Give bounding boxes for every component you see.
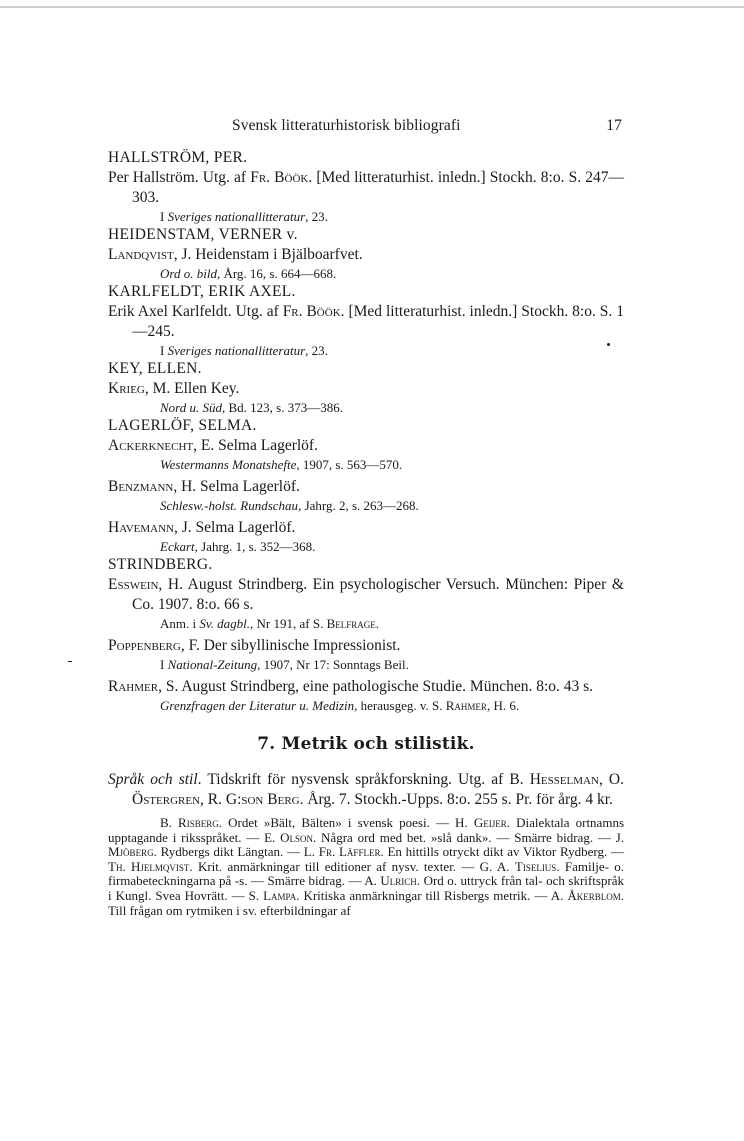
journal-title: Språk och stil xyxy=(108,771,198,788)
author-name: Poppenberg xyxy=(108,637,181,654)
contributor-name: Åkerblom xyxy=(567,887,621,903)
entry-text: , S. August Strindberg, eine pathologische Studie. München. 8:o. 43 s. xyxy=(158,678,594,695)
bib-entry xyxy=(108,245,624,265)
author-heading-lagerlof: LAGERLÖF, SELMA. xyxy=(108,417,257,434)
entry-text: . Årg. 7. Stockh.-Upps. 8:o. 255 s. Pr. för årg. 4 kr. xyxy=(299,791,613,808)
source-detail: , H. 6. xyxy=(486,698,520,713)
newspaper-title: National-Zeitung xyxy=(167,657,258,672)
para-text: . Ordet »Bält, Bälten» i svensk poesi. — H. xyxy=(218,815,474,830)
source-detail: , Jahrg. 2, s. 263—268. xyxy=(298,498,419,513)
section-heading: 7. Metrik och stilistik. xyxy=(257,734,475,754)
bib-entry xyxy=(108,477,624,497)
scan-edge-line xyxy=(0,6,744,8)
para-text: . Kritiska anmärkningar till Risbergs metrik. — A. xyxy=(296,887,568,903)
note-text: , Nr 191, af S. xyxy=(250,616,327,631)
contributor-name: Geijer xyxy=(473,815,507,830)
source-line xyxy=(108,538,624,555)
para-text: . Till frågan om rytmiken i sv. efterbildningar af xyxy=(108,887,624,918)
para-text: . Krit. anmärkningar till editioner af nysv. texter. — G. A. xyxy=(189,858,515,874)
editor-name: Fr. Böök xyxy=(282,303,341,320)
entry-text: , H. August Strindberg. Ein psychologischer Versuch. München: Piper & Co. 1907. 8:o. 66 s. xyxy=(132,576,624,613)
bib-entry xyxy=(108,518,624,538)
print-speck xyxy=(68,661,72,662)
author-name: Krieg xyxy=(108,380,145,397)
para-text: B. xyxy=(160,815,179,830)
contributor-name: Lampa xyxy=(263,887,297,903)
para-text: . Familje- o. firmabeteckningarna på -s. — Smärre bidrag. — A. xyxy=(108,858,624,889)
author-name: Rahmer xyxy=(108,678,159,695)
contributor-name: Fr. Läffler xyxy=(318,844,381,860)
journal-title: Schlesw.-holst. Rundschau xyxy=(160,498,299,513)
newspaper-title: Sv. dagbl. xyxy=(199,616,251,631)
contributor-name: Mjöberg xyxy=(108,844,154,860)
entry-text: Erik Axel Karlfeldt. Utg. af xyxy=(108,303,283,320)
entry-text: , M. Ellen Key. xyxy=(144,380,240,397)
para-text: . Dialektala ortnamns upptagande i riksspråket. — E. xyxy=(108,815,625,845)
entry-text: , R. xyxy=(200,791,226,808)
contents-paragraph xyxy=(108,816,624,918)
para-text: . Rydbergs dikt Längtan. — L. xyxy=(153,844,319,860)
entry-text: , F. Der sibyllinische Impressionist. xyxy=(180,637,401,654)
bib-entry-journal xyxy=(108,770,624,810)
bib-entry xyxy=(108,379,624,399)
source-detail: , 1907, s. 563—570. xyxy=(296,457,403,472)
author-name: Esswein xyxy=(108,576,159,593)
journal-title: Westermanns Monatshefte xyxy=(160,457,297,472)
contributor-name: Risberg xyxy=(178,815,219,830)
print-speck xyxy=(607,343,610,346)
source-detail: , Årg. 16, s. 664—668. xyxy=(216,266,337,281)
journal-title: Ord o. bild xyxy=(160,266,217,281)
bib-entry xyxy=(108,436,624,456)
source-line xyxy=(108,399,624,416)
contributor-name: Tiselius xyxy=(514,858,557,874)
source-detail: , Jahrg. 1, s. 352—368. xyxy=(194,539,316,554)
author-heading-key: KEY, ELLEN. xyxy=(108,360,202,377)
page-number: 17 xyxy=(606,117,622,134)
source-detail: , herausgeg. v. S. xyxy=(354,698,446,713)
contributor-name: Ulrich xyxy=(380,873,417,889)
contributor-name: Th. Hjelmqvist xyxy=(108,858,190,874)
entry-text: , E. Selma Lagerlöf. xyxy=(193,437,318,454)
para-text: . Några ord med bet. »slå dank». — Smärre bidrag. — J. xyxy=(312,829,625,845)
bib-entry xyxy=(108,677,624,697)
editor-name: Östergren xyxy=(132,791,201,808)
author-name: Ackerknecht xyxy=(108,437,194,454)
bib-entry xyxy=(108,636,624,656)
source-line xyxy=(108,697,624,714)
contributor-name: Olson xyxy=(280,829,313,845)
editor-name: Fr. Böök xyxy=(250,169,309,186)
series-title: Sveriges nationallitteratur xyxy=(167,209,306,224)
reviewer-name: Belfrage xyxy=(326,616,376,631)
note-text: Anm. i xyxy=(160,616,200,631)
entry-text: . Tidskrift för nysvensk språkforskning. Utg. af B. xyxy=(197,771,530,788)
review-note xyxy=(108,615,624,632)
author-name: Benzmann xyxy=(108,478,174,495)
note-text: I xyxy=(160,209,168,224)
author-name: Landqvist xyxy=(108,246,174,263)
author-name: Havemann xyxy=(108,519,174,536)
author-heading-heidenstam: HEIDENSTAM, VERNER v. xyxy=(108,226,298,243)
source-note xyxy=(108,656,624,673)
journal-title: Eckart xyxy=(160,539,195,554)
note-text: I xyxy=(160,657,168,672)
source-line xyxy=(108,497,624,514)
bib-entry xyxy=(108,168,624,208)
series-title: Sveriges nationallitteratur xyxy=(167,343,306,358)
author-heading-hallstrom: HALLSTRÖM, PER. xyxy=(108,149,248,166)
entry-text: . [Med litteraturhist. inledn.] Stockh. 8:o. S. 1—245. xyxy=(132,303,624,340)
series-note xyxy=(108,342,624,359)
note-text: I xyxy=(160,343,168,358)
source-line xyxy=(108,265,624,282)
note-text: , 23. xyxy=(305,209,328,224)
source-detail: , Bd. 123, s. 373—386. xyxy=(222,400,343,415)
note-text: . xyxy=(375,616,380,631)
editor-name: Hesselman xyxy=(529,771,599,788)
editor-name: G:son Berg xyxy=(225,791,300,808)
bib-entry xyxy=(108,302,624,342)
note-text: , 1907, Nr 17: Sonntags Beil. xyxy=(257,657,409,672)
entry-text: . [Med litteraturhist. inledn.] Stockh. 8:o. S. 247—303. xyxy=(132,169,624,206)
header-title: Svensk litteraturhistorisk bibliografi xyxy=(232,117,461,134)
entry-text: , J. Selma Lagerlöf. xyxy=(174,519,296,536)
source-line xyxy=(108,456,624,473)
author-heading-strindberg: STRINDBERG. xyxy=(108,556,213,573)
para-text: . Ord o. uttryck från tal- och skriftspråk i Kungl. Svea Hovrätt. — S. xyxy=(108,873,624,903)
note-text: , 23. xyxy=(305,343,328,358)
editor-name: Rahmer xyxy=(445,698,487,713)
entry-text: , O. xyxy=(598,771,624,788)
author-heading-karlfeldt: KARLFELDT, ERIK AXEL. xyxy=(108,283,296,300)
entry-text: , H. Selma Lagerlöf. xyxy=(173,478,300,495)
para-text: . En hittills otryckt dikt av Viktor Rydberg. — xyxy=(380,844,624,860)
entry-text: , J. Heidenstam i Bjälboarfvet. xyxy=(173,246,363,263)
series-title: Grenzfragen der Literatur u. Medizin xyxy=(160,698,355,713)
journal-title: Nord u. Süd xyxy=(160,400,222,415)
page-body xyxy=(108,148,624,918)
entry-text: Per Hallström. Utg. af xyxy=(108,169,251,186)
series-note xyxy=(108,208,624,225)
bib-entry xyxy=(108,575,624,615)
